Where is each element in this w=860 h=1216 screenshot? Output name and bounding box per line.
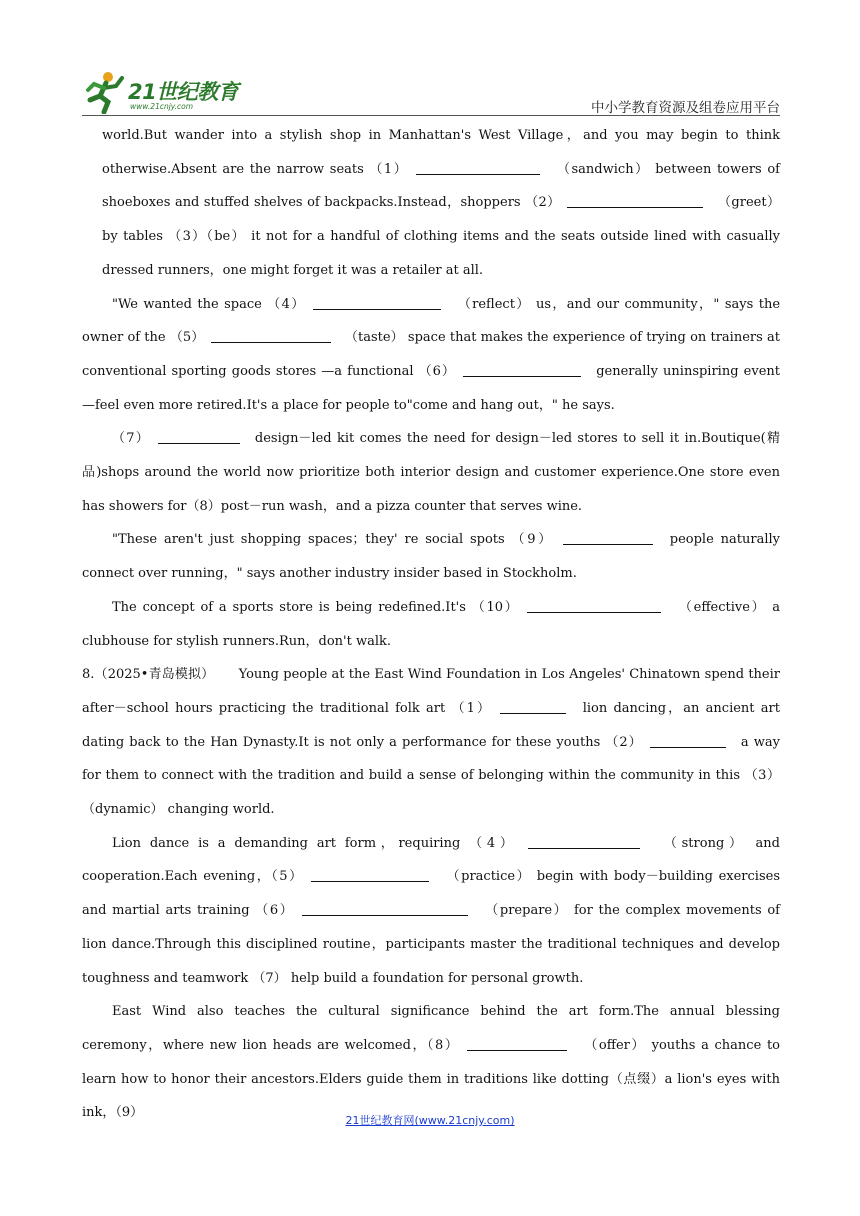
paragraph-text: people naturally connect over running，" says another industry insider based in Stockholm. (82, 532, 780, 582)
answer-blank[interactable] (311, 867, 429, 882)
answer-blank[interactable] (463, 362, 581, 377)
paragraph-text: （taste） space that makes the experience of trying on trainers at conventional sporting goods stores —a functional （6） (82, 330, 780, 379)
question-source: （2025•青岛模拟） (94, 667, 215, 683)
page-header (82, 68, 780, 116)
paragraph-text: East Wind also teaches the cultural significance behind the art form.The annual blessing ceremony，where new lion heads are welcomed，（8） (82, 1004, 780, 1053)
paragraph-text: Young people at the East Wind Foundation in Los Angeles' Chinatown spend their after－school hours practicing the traditional folk art （1） (82, 667, 780, 716)
passage-paragraph (82, 288, 780, 423)
paragraph-text: The concept of a sports store is being redefined.It's （10） (112, 599, 520, 615)
passage-paragraph (82, 591, 780, 658)
answer-blank[interactable] (500, 699, 566, 714)
paragraph-text: design－led kit comes the need for design－led stores to sell it in.Boutique(精品)shops around the world now prioritize both interior design and customer experience.One store even has showers for（8）post－run wash，and a pizza counter that serves wine. (82, 431, 780, 514)
paragraph-text: Lion dance is a demanding art form，requiring （4） (112, 835, 518, 851)
paragraph-text: lion dancing，an ancient art dating back to the Han Dynasty.It is not only a performance for these youths （2） (82, 700, 780, 750)
passage-paragraph (82, 995, 780, 1130)
answer-blank[interactable] (158, 429, 240, 444)
paragraph-text: （prepare） for the complex movements of lion dance.Through this disciplined routine，participants master the traditional techniques and develop toughness and teamwork （7） help build a foundation for personal growth. (82, 903, 780, 986)
answer-blank[interactable] (211, 328, 331, 343)
answer-blank[interactable] (313, 295, 441, 310)
paragraph-text: （sandwich） between towers of shoeboxes and stuffed shelves of backpacks.Instead，shoppers （2） (102, 161, 780, 211)
passage-paragraph (82, 523, 780, 590)
footer-link[interactable]: 21世纪教育网(www.21cnjy.com) (345, 1114, 515, 1127)
paragraph-text: （offer） youths a chance to learn how to honor their ancestors.Elders guide them in traditions like dotting（点缀）a lion's eyes with ink，（9） (82, 1037, 781, 1121)
question-8 (82, 658, 780, 827)
paragraph-text: "These aren't just shopping spaces；they' re social spots （9） (112, 532, 555, 548)
paragraph-text: （7） (112, 431, 151, 447)
runner-icon (82, 70, 130, 114)
paragraph-text: （practice） begin with body－building exercises and martial arts training （6） (82, 869, 780, 919)
logo-url: www.21cnjy.com (130, 102, 194, 111)
question-number: 8. (82, 667, 95, 683)
paragraph-text: （strong） and cooperation.Each evening，（5） (82, 835, 780, 885)
logo-wordmark: 21世纪教育 (128, 80, 239, 104)
answer-blank[interactable] (527, 598, 661, 613)
paragraph-text: "We wanted the space （4） (112, 296, 306, 312)
passage-paragraph (82, 422, 780, 523)
paragraph-text: a way for them to connect with the tradition and build a sense of belonging within the community in this （3）（dynamic） changing world. (82, 734, 781, 818)
answer-blank[interactable] (650, 733, 726, 748)
answer-blank[interactable] (467, 1036, 567, 1051)
platform-title: 中小学教育资源及组卷应用平台 (591, 100, 780, 116)
answer-blank[interactable] (563, 530, 653, 545)
paragraph-text: （greet） by tables （3）（be） it not for a handful of clothing items and the seats outside lined with casually dressed runners，one might forget it was a retailer at all. (102, 195, 780, 278)
paragraph-text: （effective） a clubhouse for stylish runners.Run，don't walk. (82, 599, 780, 649)
header-divider (82, 115, 780, 116)
passage-paragraph (82, 827, 780, 996)
exercise-content (82, 119, 780, 1130)
brand-logo (82, 70, 252, 114)
answer-blank[interactable] (567, 193, 703, 208)
answer-blank[interactable] (528, 834, 640, 849)
answer-blank[interactable] (416, 160, 540, 175)
answer-blank[interactable] (302, 901, 468, 916)
paragraph-text: generally uninspiring event —feel even more retired.It's a place for people to"come and hang out，" he says. (82, 363, 780, 413)
page-footer (0, 1112, 860, 1128)
passage-paragraph (82, 119, 780, 288)
paragraph-text: world.But wander into a stylish shop in Manhattan's West Village，and you may begin to think otherwise.Absent are the narrow seats （1） (102, 128, 780, 177)
paragraph-text: （reflect） us，and our community，" says the owner of the （5） (82, 296, 781, 346)
